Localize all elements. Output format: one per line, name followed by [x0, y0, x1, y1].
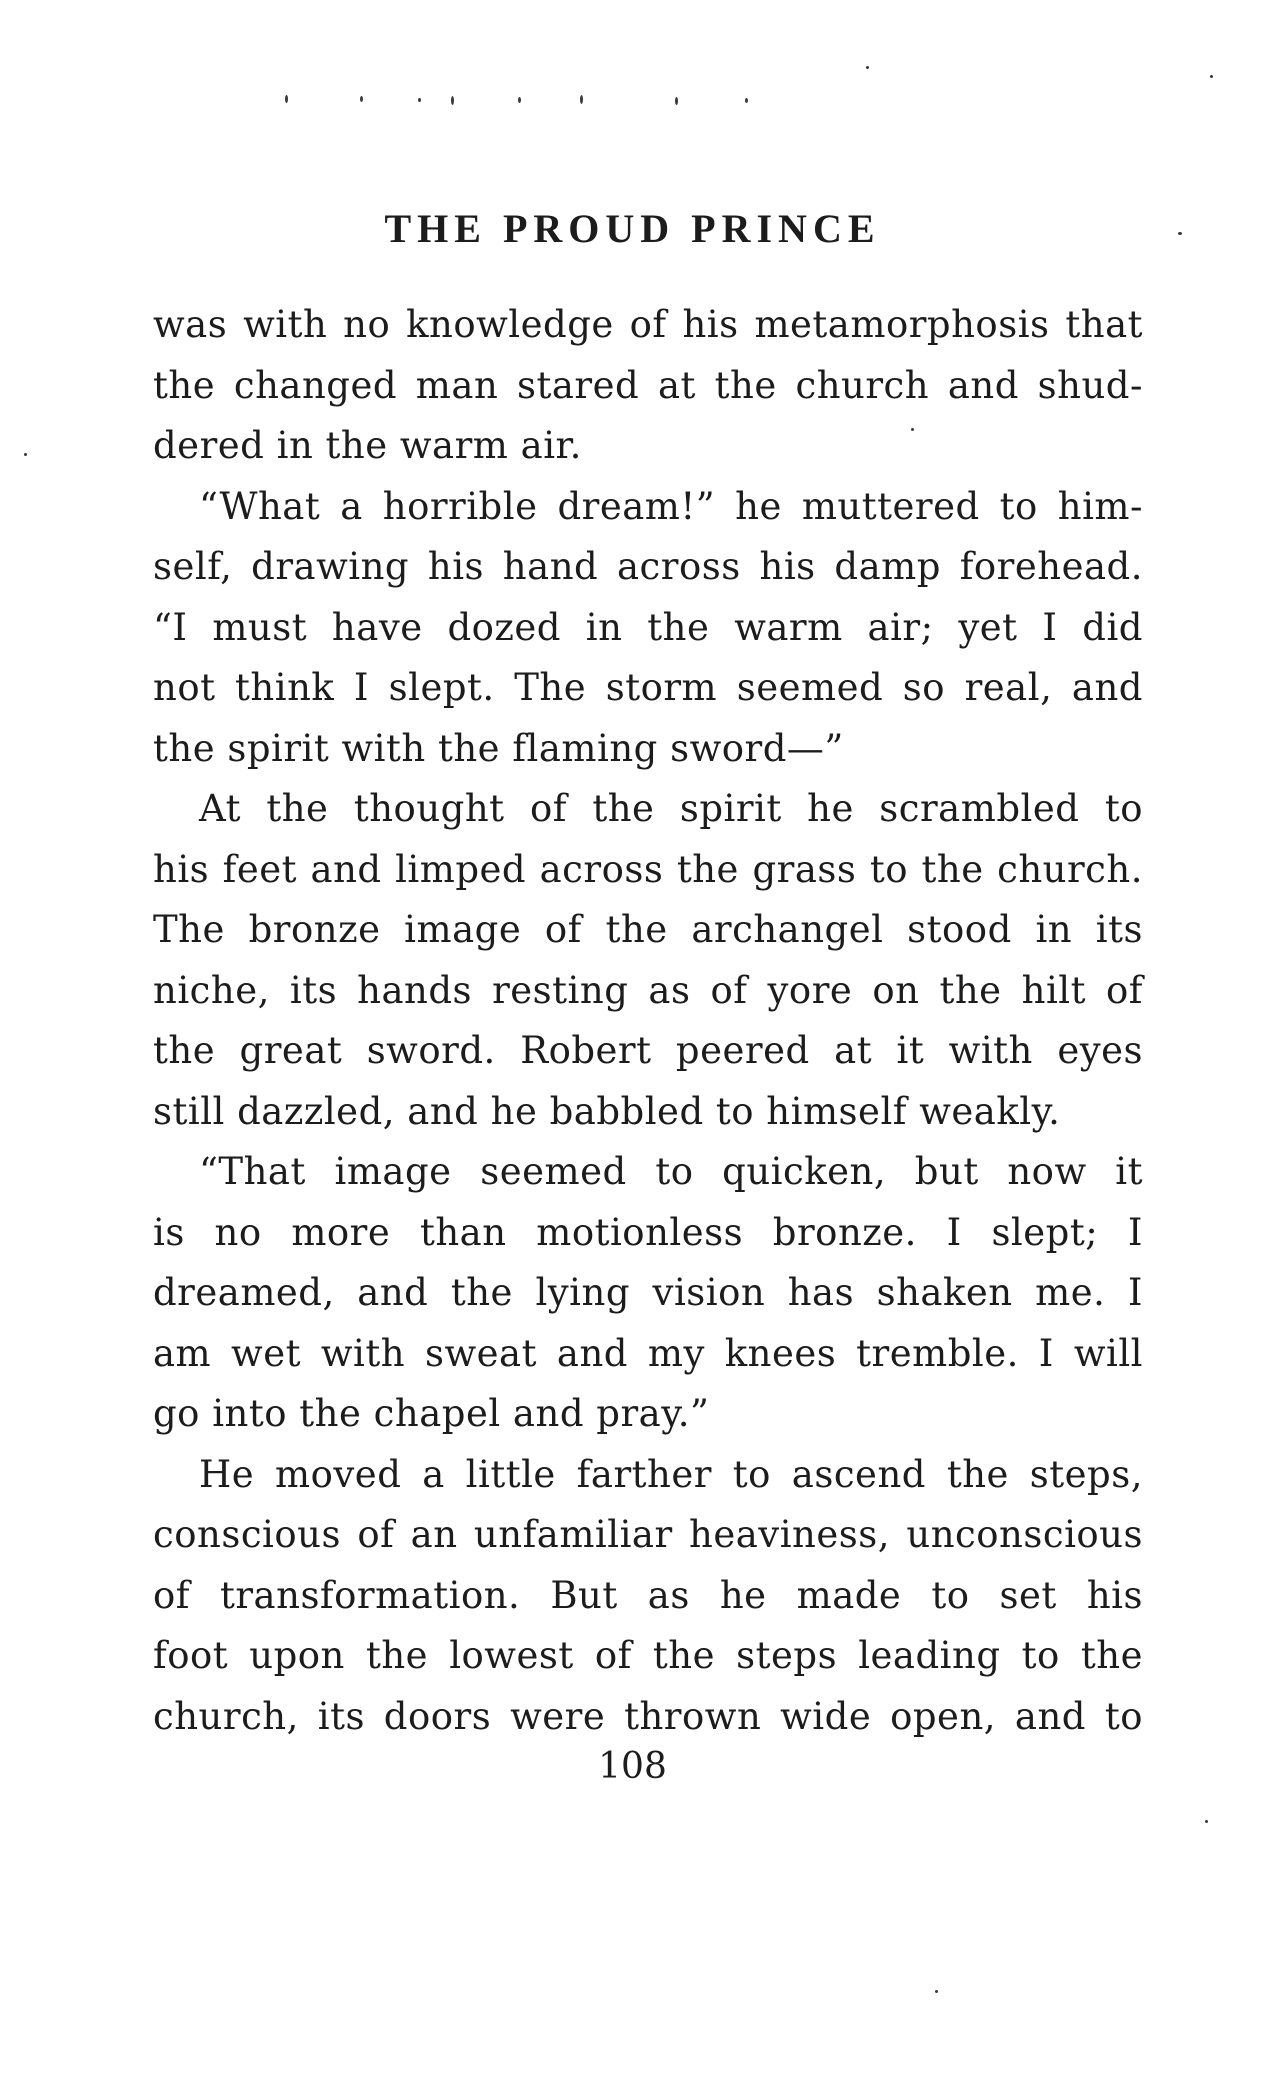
scan-speck — [1205, 1820, 1208, 1823]
text-line: “What a horrible dream!” he muttered to him- — [199, 484, 1143, 528]
text-line: “I must have dozed in the warm air; yet I did — [153, 605, 1143, 649]
text-line: self, drawing his hand across his damp forehead. — [153, 545, 1143, 588]
scan-speck — [1210, 75, 1213, 78]
text-line: the spirit with the flaming sword—” — [153, 726, 844, 770]
scan-speck — [24, 453, 27, 456]
scan-speck — [675, 97, 678, 105]
text-line: of transformation. But as he made to set his — [153, 1573, 1143, 1617]
text-line: dered in the warm air. — [153, 424, 582, 467]
text-line: The bronze image of the archangel stood in its — [153, 908, 1143, 951]
text-line: foot upon the lowest of the steps leading to the — [153, 1634, 1143, 1677]
scan-speck — [935, 1990, 938, 1993]
scan-speck — [418, 98, 421, 102]
body-text — [153, 295, 1143, 1747]
scan-speck — [580, 95, 583, 104]
text-line: He moved a little farther to ascend the steps, — [199, 1452, 1143, 1496]
text-line: “That image seemed to quicken, but now it — [199, 1150, 1143, 1193]
text-line: am wet with sweat and my knees tremble. I will — [153, 1331, 1143, 1375]
running-head: THE PROUD PRINCE — [384, 206, 881, 251]
scan-speck — [866, 66, 869, 69]
text-line: his feet and limped across the grass to the church. — [153, 847, 1143, 891]
text-line: go into the chapel and pray.” — [153, 1392, 710, 1435]
text-line: is no more than motionless bronze. I slept; I — [153, 1210, 1143, 1254]
text-line: was with no knowledge of his metamorphosis that — [153, 303, 1143, 346]
text-line: dreamed, and the lying vision has shaken me. I — [153, 1271, 1143, 1314]
page-number: 108 — [598, 1746, 667, 1787]
text-line: conscious of an unfamiliar heaviness, unconscious — [153, 1513, 1143, 1556]
text-line: still dazzled, and he babbled to himself weakly. — [153, 1089, 1061, 1133]
scan-speck — [360, 96, 363, 102]
scan-speck — [518, 97, 521, 103]
text-line: not think I slept. The storm seemed so real, and — [153, 666, 1143, 709]
scan-speck — [285, 95, 288, 103]
text-line: the changed man stared at the church and shud- — [153, 363, 1143, 407]
scan-speck — [745, 98, 748, 103]
text-line: At the thought of the spirit he scrambled to — [199, 787, 1143, 830]
text-line: church, its doors were thrown wide open, and to — [153, 1694, 1143, 1738]
scan-speck — [451, 96, 454, 105]
text-line: the great sword. Robert peered at it with eyes — [153, 1029, 1143, 1072]
text-line: niche, its hands resting as of yore on the hilt of — [153, 968, 1143, 1012]
